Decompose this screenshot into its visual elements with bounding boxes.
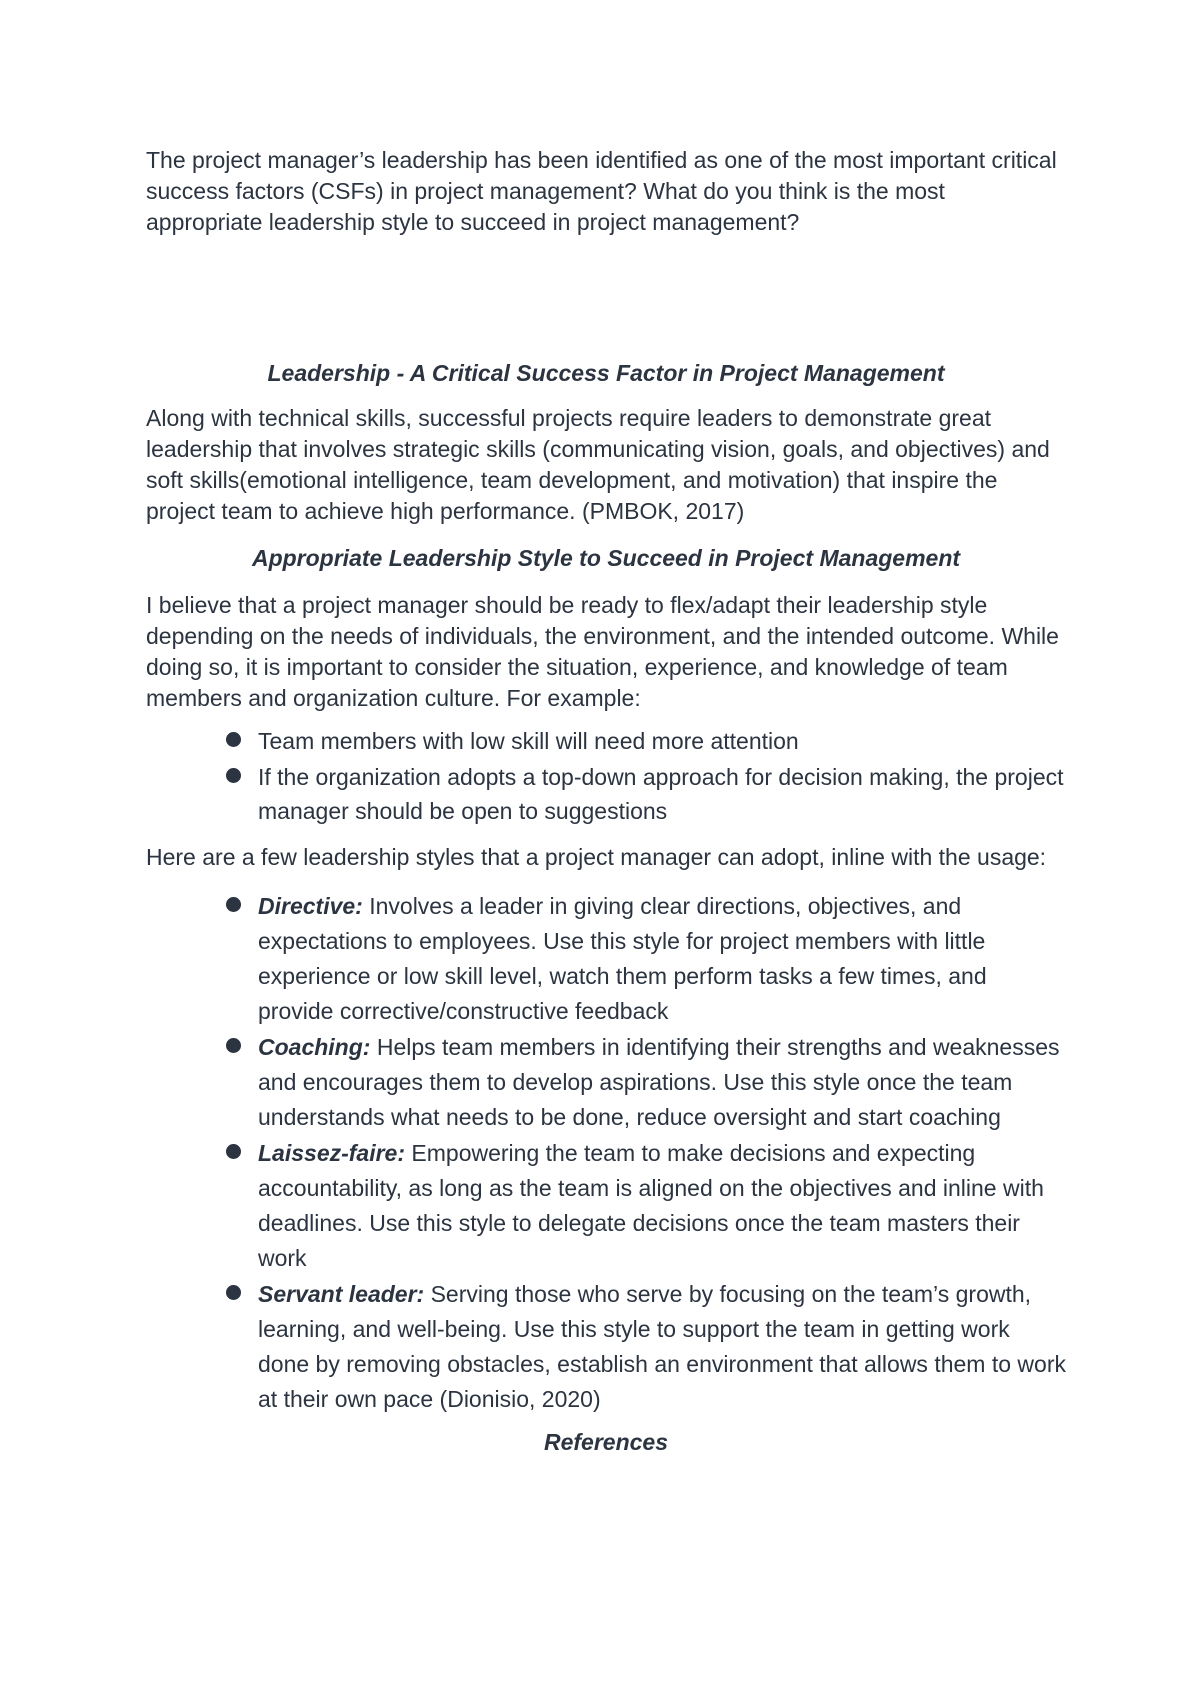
list-item [258, 760, 1066, 828]
section-body-leadership-style: I believe that a project manager should be ready to flex/adapt their leadership style depending on the needs of individuals, the environment, and the intended outcome. While doing so, it is important to consider the situation, experience, and knowledge of team members and organization culture. For example: [146, 592, 1059, 711]
bullet-icon [226, 897, 241, 912]
style-term: Laissez-faire: [258, 1140, 406, 1166]
style-description: Serving those who serve by focusing on the team’s growth, learning, and well-being. Use this style to support the team in getting work done by removing obstacles, establish an environment that allows them to work at their own pace (Dionisio, 2020) [258, 1281, 1066, 1412]
section-heading-leadership-style: Appropriate Leadership Style to Succeed in Project Management [251, 545, 961, 571]
style-description: Empowering the team to make decisions and expecting accountability, as long as the team is aligned on the objectives and inline with deadlines. Use this style to delegate decisions once the team masters their work [258, 1140, 1044, 1271]
style-description: Involves a leader in giving clear directions, objectives, and expectations to employees. Use this style for project members with little experience or low skill level, watch them perform tasks a few times, and provide corrective/constructive feedback [258, 893, 987, 1024]
list-item-directive [258, 889, 1066, 1029]
references-heading: References [543, 1429, 669, 1455]
style-term: Directive: [258, 893, 363, 919]
list-item-servant-leader [258, 1277, 1066, 1417]
style-term: Coaching: [258, 1034, 371, 1060]
bullet-icon [226, 1038, 241, 1053]
document-page [146, 145, 1066, 1458]
list-item-text: If the organization adopts a top-down approach for decision making, the project manager should be open to suggestions [258, 764, 1064, 824]
examples-list [146, 724, 1066, 828]
bullet-icon [226, 732, 241, 747]
style-term: Servant leader: [258, 1281, 425, 1307]
list-item-coaching [258, 1030, 1066, 1135]
style-description: Helps team members in identifying their strengths and weaknesses and encourages them to develop aspirations. Use this style once the team understands what needs to be done, reduce oversight and start coaching [258, 1034, 1060, 1130]
list-item-text: Team members with low skill will need more attention [258, 728, 799, 754]
intro-question: The project manager’s leadership has been identified as one of the most important critical success factors (CSFs) in project management? What do you think is the most appropriate leadership style to succeed in project management? [146, 147, 1057, 235]
list-item [258, 724, 1066, 758]
bullet-icon [226, 768, 241, 783]
section-body-leadership: Along with technical skills, successful projects require leaders to demonstrate great leadership that involves strategic skills (communicating vision, goals, and objectives) and soft skills(emotional intelligence, team development, and motivation) that inspire the project team to achieve high performance. (PMBOK, 2017) [146, 405, 1050, 524]
bullet-icon [226, 1144, 241, 1159]
section-heading-leadership: Leadership - A Critical Success Factor in Project Management [267, 360, 945, 386]
styles-intro: Here are a few leadership styles that a project manager can adopt, inline with the usage: [146, 844, 1047, 870]
leadership-styles-list [146, 889, 1066, 1417]
list-item-laissez-faire [258, 1136, 1066, 1276]
bullet-icon [226, 1285, 241, 1300]
